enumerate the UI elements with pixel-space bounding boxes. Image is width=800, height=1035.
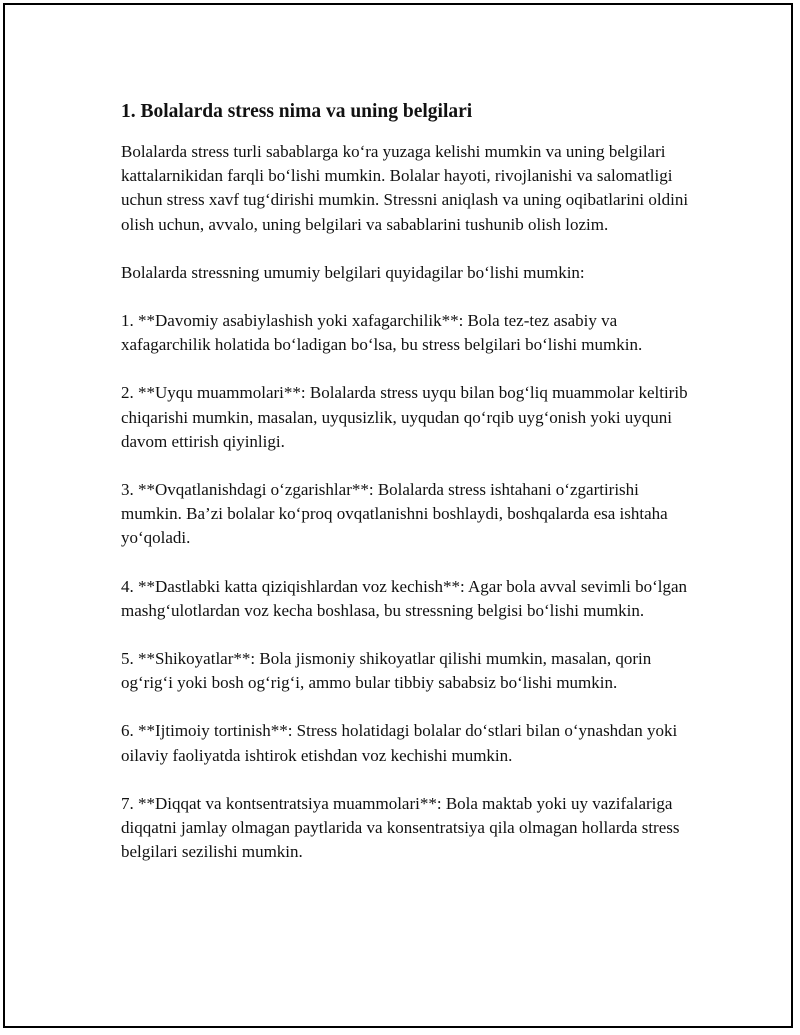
list-item-irritability: 1. **Davomiy asabiylashish yoki xafagarchilik**: Bola tez-tez asabiy va xafagarchilik holatida bo‘ladigan bo‘lsa, bu stress belgilari bo‘lishi mumkin.: [121, 311, 643, 355]
intro-paragraph: Bolalarda stress turli sabablarga ko‘ra yuzaga kelishi mumkin va uning belgilari kattalarnikidan farqli bo‘lishi mumkin. Bolalar hayoti, rivojlanishi va salomatligi uchun stress xavf tug‘dirishi mumkin. Stressni aniqlash va uning oqibatlarini oldini olish uchun, avvalo, uning belgilari va sabablarini tushunib olish lozim.: [121, 142, 689, 234]
list-item-complaints: 5. **Shikoyatlar**: Bola jismoniy shikoyatlar qilishi mumkin, masalan, qorin og‘rig‘i yoki bosh og‘rig‘i, ammo bular tibbiy sababsiz bo‘lishi mumkin.: [121, 649, 652, 693]
section-heading: 1. Bolalarda stress nima va uning belgilari: [121, 101, 473, 122]
list-item-eating-changes: 3. **Ovqatlanishdagi o‘zgarishlar**: Bolalarda stress ishtahani o‘zgartirishi mumkin. Ba’zi bolalar ko‘proq ovqatlanishni boshlaydi, boshqalarda esa ishtaha yo‘qoladi.: [121, 480, 668, 548]
list-item-attention-problems: 7. **Diqqat va kontsentratsiya muammolari**: Bola maktab yoki uy vazifalariga diqqatni jamlay olmagan paytlarida va konsentratsiya qila olmagan hollarda stress belgilari sezilishi mumkin.: [121, 793, 680, 862]
list-item-loss-of-interest: 4. **Dastlabki katta qiziqishlardan voz kechish**: Agar bola avval sevimli bo‘lgan mashg‘ulotlardan voz kecha boshlasa, bu stressning belgisi bo‘lishi mumkin.: [121, 576, 688, 620]
document-page: [3, 3, 793, 1028]
list-intro-paragraph: Bolalarda stressning umumiy belgilari quyidagilar bo‘lishi mumkin:: [121, 262, 585, 282]
list-item-social-withdrawal: 6. **Ijtimoiy tortinish**: Stress holatidagi bolalar do‘stlari bilan o‘ynashdan yoki oilaviy faoliyatda ishtirok etishdan voz kechishi mumkin.: [121, 721, 678, 765]
document-body: [121, 99, 701, 888]
list-item-sleep-problems: 2. **Uyqu muammolari**: Bolalarda stress uyqu bilan bog‘liq muammolar keltirib chiqarishi mumkin, masalan, uyqusizlik, uyqudan qo‘rqib uyg‘onish yoki uyquni davom ettirish qiyinligi.: [121, 383, 688, 451]
